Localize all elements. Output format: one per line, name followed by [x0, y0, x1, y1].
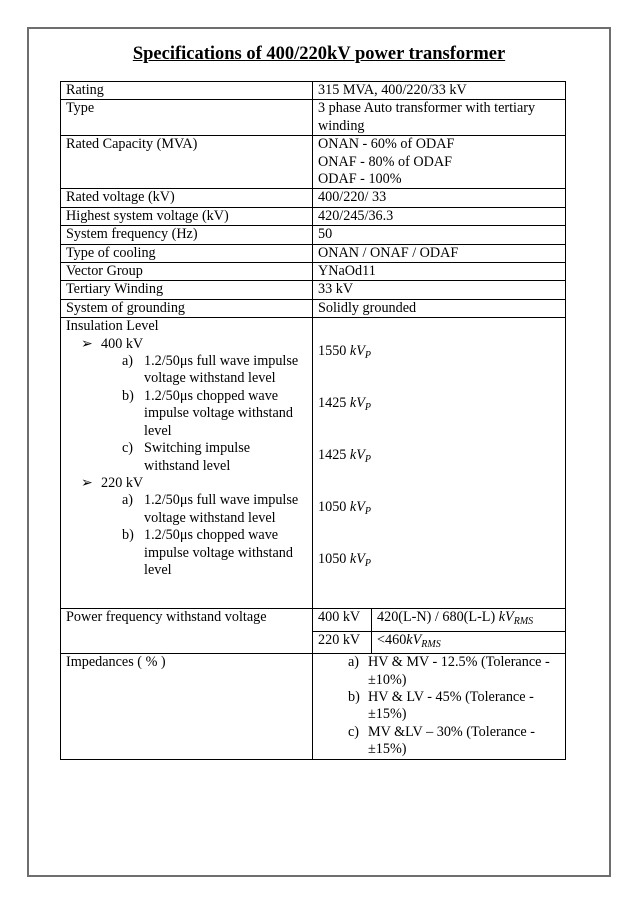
item-text: 1.2/50μs full wave impulse voltage withstand level [144, 353, 299, 387]
insulation-label-cell [61, 318, 313, 609]
row-label: Rated Capacity (MVA) [61, 136, 313, 189]
table-row [61, 263, 566, 281]
insulation-group-220 [66, 475, 307, 492]
table-row [61, 281, 566, 299]
item-text: 1.2/50μs chopped wave impulse voltage withstand level [144, 527, 293, 578]
item-marker: c) [348, 723, 360, 740]
impedances-cell [313, 654, 566, 759]
row-label: Rated voltage (kV) [61, 189, 313, 207]
insulation-values-cell [313, 318, 566, 609]
capacity-odaf: ODAF - 100% [318, 171, 402, 188]
insulation-value: 1050 $kV_P$ [318, 499, 371, 518]
spec-table [60, 81, 566, 760]
row-value: 33 kV [313, 281, 566, 299]
pf-level: 220 kV [313, 631, 372, 653]
table-row [61, 654, 566, 759]
insulation-heading: Insulation Level [66, 318, 159, 335]
item-marker: a) [122, 353, 134, 370]
list-item [66, 527, 307, 579]
list-item [66, 388, 307, 440]
item-marker: b) [122, 527, 134, 544]
list-item [66, 440, 307, 475]
row-value: 50 [313, 226, 566, 244]
item-text: HV & MV - 12.5% (Tolerance - ±10%) [368, 654, 550, 688]
insulation-value: 1425 $kV_P$ [318, 447, 371, 466]
group-name: 220 kV [101, 474, 144, 491]
row-label: Highest system voltage (kV) [61, 207, 313, 225]
row-value: YNaOd11 [313, 263, 566, 281]
item-text: 1.2/50μs full wave impulse voltage withstand level [144, 492, 299, 526]
item-text: Switching impulse withstand level [144, 440, 251, 474]
row-value: Solidly grounded [313, 299, 566, 317]
row-value: 400/220/ 33 [313, 189, 566, 207]
row-label: Type [61, 100, 313, 136]
arrow-bullet-icon: ➢ [81, 335, 93, 352]
insulation-group-400 [66, 336, 307, 353]
insulation-value: 1550 $kV_P$ [318, 343, 371, 362]
table-row [61, 100, 566, 136]
pf-value: $<460kV_{RMS}$ [377, 631, 441, 650]
list-item [348, 689, 560, 724]
table-row [61, 226, 566, 244]
row-label: Rating [61, 82, 313, 100]
item-marker: c) [122, 440, 134, 457]
table-row [61, 318, 566, 609]
power-frequency-cell [313, 609, 566, 654]
insulation-value: 1050 $kV_P$ [318, 551, 371, 570]
insulation-value: 1425 $kV_P$ [318, 395, 371, 414]
row-label: Power frequency withstand voltage [61, 609, 313, 654]
list-item [66, 353, 307, 388]
row-value: 420/245/36.3 [313, 207, 566, 225]
table-row [61, 244, 566, 262]
table-row [61, 136, 566, 189]
page-title: Specifications of 400/220kV power transformer [132, 44, 506, 64]
row-label: Type of cooling [61, 244, 313, 262]
pf-value: 420(L-N) / 680(L-L) $kV_{RMS}$ [372, 609, 566, 631]
arrow-bullet-icon: ➢ [81, 474, 93, 491]
row-label: Vector Group [61, 263, 313, 281]
capacity-onan: ONAN - 60% of ODAF [318, 136, 455, 153]
row-value: ONAN / ONAF / ODAF [313, 244, 566, 262]
row-value: 3 phase Auto transformer with tertiary winding [313, 100, 566, 136]
row-value [313, 136, 566, 189]
item-marker: b) [348, 688, 360, 705]
group-name: 400 kV [101, 335, 144, 352]
item-marker: b) [122, 387, 134, 404]
row-label: System frequency (Hz) [61, 226, 313, 244]
item-text: HV & LV - 45% (Tolerance - ±15%) [368, 688, 534, 723]
table-row [61, 189, 566, 207]
row-value: 315 MVA, 400/220/33 kV [313, 82, 566, 100]
list-item [66, 492, 307, 527]
row-label: Impedances ( % ) [61, 654, 313, 759]
table-row [61, 207, 566, 225]
list-item [348, 654, 560, 689]
capacity-onaf: ONAF - 80% of ODAF [318, 153, 452, 170]
item-marker: a) [122, 492, 134, 509]
list-item [348, 724, 560, 759]
row-label: Tertiary Winding [61, 281, 313, 299]
table-row [61, 299, 566, 317]
table-row [61, 609, 566, 654]
item-text: MV &LV – 30% (Tolerance - ±15%) [368, 723, 535, 758]
item-marker: a) [348, 654, 360, 671]
pf-level: 400 kV [313, 609, 372, 631]
row-label: System of grounding [61, 299, 313, 317]
table-row [61, 82, 566, 100]
item-text: 1.2/50μs chopped wave impulse voltage withstand level [144, 387, 293, 439]
